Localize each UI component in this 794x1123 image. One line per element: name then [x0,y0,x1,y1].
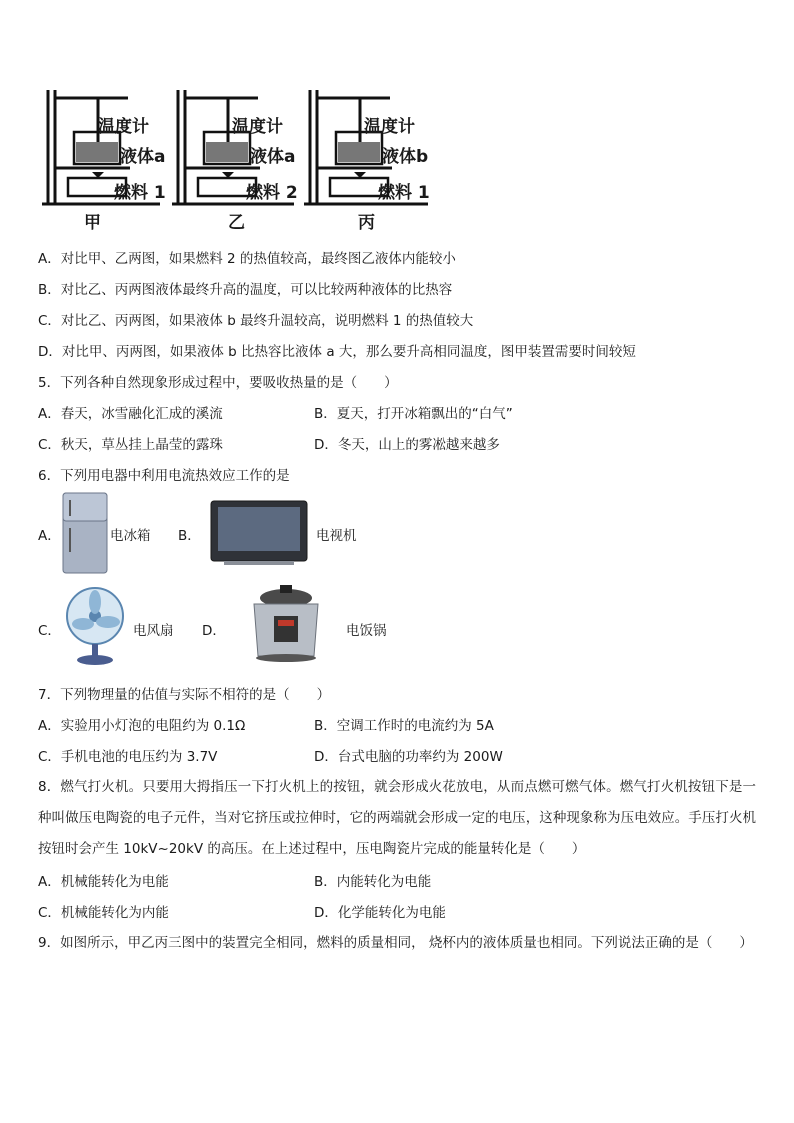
fuel-label-bing: 燃料 1 [378,183,430,203]
fuel-label-yi: 燃料 2 [246,183,298,203]
q4-option-b: B．对比乙、丙两图液体最终升高的温度，可以比较两种液体的比热容 [38,282,453,298]
q8-option-d: D．化学能转化为电能 [314,905,446,921]
q6-option-c-letter: C． [38,623,61,639]
q8-option-c: C．机械能转化为内能 [38,905,169,921]
refrigerator-icon [62,492,108,574]
experiment-figure [38,84,438,233]
q6-option-c-text: 电风扇 [133,623,174,639]
q6-option-b-text: 电视机 [316,528,357,544]
q7-option-d: D．台式电脑的功率约为 200W [314,749,503,765]
q8-option-a: A．机械能转化为电能 [38,874,169,890]
thermometer-label-bing: 温度计 [364,117,415,137]
q5-stem: 5．下列各种自然现象形成过程中，要吸收热量的是（ ） [38,375,398,391]
fuel-label-jia: 燃料 1 [114,183,166,203]
q6-option-a-letter: A． [38,528,61,544]
panel-name-yi: 乙 [228,213,245,233]
q6-stem: 6．下列用电器中利用电流热效应工作的是 [38,468,290,484]
q4-option-c: C．对比乙、丙两图，如果液体 b 最终升温较高，说明燃料 1 的热值较大 [38,313,474,329]
q5-option-b: B．夏天，打开冰箱飘出的“白气” [314,406,513,422]
q9-stem: 9．如图所示，甲乙丙三图中的装置完全相同，燃料的质量相同， 烧杯内的液体质量也相同。下列说法正确的是（ ） [38,935,753,951]
electric-fan-icon [62,586,128,666]
liquid-label-yi: 液体a [250,147,296,167]
q5-option-a: A．春天，冰雪融化汇成的溪流 [38,406,223,422]
q8-stem: 8．燃气打火机。只要用大拇指压一下打火机上的按钮，就会形成火花放电，从而点燃可燃气体。燃气打火机按钮下是一种叫做压电陶瓷的电子元件，当对它挤压或拉伸时，它的两端就会形成一定的电压，这种现象称为压电效应。手压打火机按钮时会产生 10kV~20kV 的高压。在上述过程中，压电陶瓷片完成的能量转化是（ ） [38,779,756,857]
q4-option-a: A．对比甲、乙两图，如果燃料 2 的热值较高，最终图乙液体内能较小 [38,251,456,267]
panel-name-jia: 甲 [84,213,101,233]
liquid-label-jia: 液体a [120,147,166,167]
q4-option-d: D．对比甲、丙两图，如果液体 b 比热容比液体 a 大，那么要升高相同温度，图甲装置需要时间较短 [38,344,636,360]
q5-option-c: C．秋天，草丛挂上晶莹的露珠 [38,437,223,453]
q6-option-a-text: 电冰箱 [110,528,151,544]
q6-option-b-letter: B． [178,528,201,544]
panel-name-bing: 丙 [358,213,375,233]
q7-option-b: B．空调工作时的电流约为 5A [314,718,494,734]
television-icon [210,500,308,566]
q5-option-d: D．冬天，山上的雾凇越来越多 [314,437,500,453]
thermometer-label-jia: 温度计 [98,117,149,137]
q6-option-d-text: 电饭锅 [346,623,387,639]
liquid-label-bing: 液体b [382,147,429,167]
q7-option-a: A．实验用小灯泡的电阻约为 0.1Ω [38,718,246,734]
q7-option-c: C．手机电池的电压约为 3.7V [38,749,218,765]
thermometer-label-yi: 温度计 [232,117,283,137]
q6-option-d-letter: D． [202,623,226,639]
q7-stem: 7．下列物理量的估值与实际不相符的是（ ） [38,687,331,703]
q8-option-b: B．内能转化为电能 [314,874,432,890]
rice-cooker-icon [244,584,328,664]
